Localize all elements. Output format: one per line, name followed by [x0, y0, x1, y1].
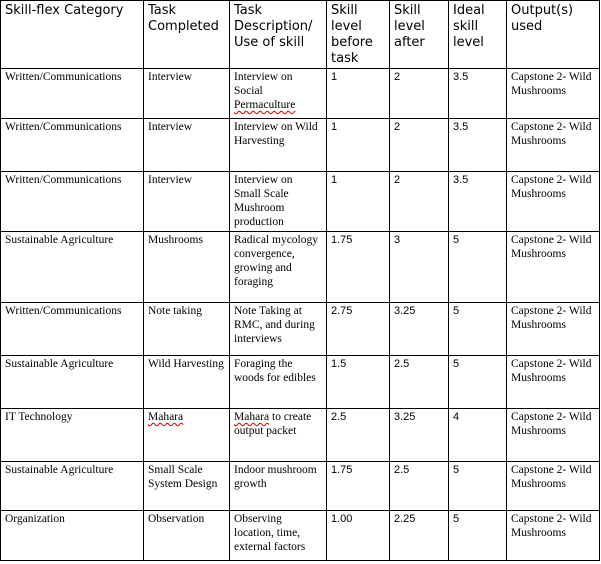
table-row	[1, 511, 600, 561]
cell-ideal-skill: 3.5	[449, 119, 507, 172]
header-description: Task Description/ Use of skill	[230, 1, 327, 69]
cell-task: Note taking	[144, 303, 230, 356]
cell-category: Sustainable Agriculture	[1, 462, 144, 511]
cell-skill-before: 1	[327, 119, 390, 172]
table-row	[1, 462, 600, 511]
cell-description: Indoor mushroom growth	[230, 462, 327, 511]
cell-category: IT Technology	[1, 409, 144, 462]
description-text: Interview on Social	[234, 71, 293, 97]
cell-category: Organization	[1, 511, 144, 561]
table-row	[1, 356, 600, 409]
cell-category: Written/Communications	[1, 119, 144, 172]
header-category: Skill-flex Category	[1, 1, 144, 69]
cell-task: Mushrooms	[144, 232, 230, 303]
table-row	[1, 69, 600, 119]
spellcheck-flagged-word: Mahara	[234, 411, 270, 423]
cell-task: Wild Harvesting	[144, 356, 230, 409]
cell-output: Capstone 2- Wild Mushrooms	[507, 409, 600, 462]
cell-skill-after: 2.5	[390, 462, 449, 511]
table-row	[1, 119, 600, 172]
cell-ideal-skill: 4	[449, 409, 507, 462]
cell-task: Small Scale System Design	[144, 462, 230, 511]
cell-output: Capstone 2- Wild Mushrooms	[507, 69, 600, 119]
cell-skill-after: 3.25	[390, 409, 449, 462]
cell-category: Sustainable Agriculture	[1, 232, 144, 303]
cell-skill-after: 2.25	[390, 511, 449, 561]
cell-output: Capstone 2- Wild Mushrooms	[507, 119, 600, 172]
cell-output: Capstone 2- Wild Mushrooms	[507, 172, 600, 232]
cell-task	[144, 409, 230, 462]
spellcheck-flagged-word: Mahara	[148, 411, 184, 423]
cell-ideal-skill: 5	[449, 356, 507, 409]
cell-skill-before: 1.75	[327, 462, 390, 511]
cell-description: Interview on Wild Harvesting	[230, 119, 327, 172]
cell-task: Interview	[144, 69, 230, 119]
cell-task: Observation	[144, 511, 230, 561]
cell-description	[230, 409, 327, 462]
cell-skill-before: 2.5	[327, 409, 390, 462]
cell-ideal-skill: 3.5	[449, 172, 507, 232]
cell-category: Sustainable Agriculture	[1, 356, 144, 409]
header-row	[1, 1, 600, 69]
cell-output: Capstone 2- Wild Mushrooms	[507, 303, 600, 356]
header-outputs: Output(s) used	[507, 1, 600, 69]
cell-output: Capstone 2- Wild Mushrooms	[507, 232, 600, 303]
table-row	[1, 409, 600, 462]
cell-skill-before: 1.00	[327, 511, 390, 561]
cell-ideal-skill: 3.5	[449, 69, 507, 119]
cell-skill-after: 2	[390, 172, 449, 232]
cell-ideal-skill: 5	[449, 511, 507, 561]
cell-task: Interview	[144, 119, 230, 172]
cell-skill-before: 1.75	[327, 232, 390, 303]
header-ideal-skill: Ideal skill level	[449, 1, 507, 69]
table-row	[1, 232, 600, 303]
cell-output: Capstone 2- Wild Mushrooms	[507, 511, 600, 561]
cell-skill-after: 3.25	[390, 303, 449, 356]
cell-skill-before: 1	[327, 69, 390, 119]
cell-skill-after: 2.5	[390, 356, 449, 409]
cell-ideal-skill: 5	[449, 232, 507, 303]
cell-skill-after: 2	[390, 119, 449, 172]
cell-output: Capstone 2- Wild Mushrooms	[507, 462, 600, 511]
header-skill-before: Skill level before task	[327, 1, 390, 69]
cell-description: Note Taking at RMC, and during interviews	[230, 303, 327, 356]
cell-ideal-skill: 5	[449, 462, 507, 511]
cell-output: Capstone 2- Wild Mushrooms	[507, 356, 600, 409]
header-skill-after: Skill level after	[390, 1, 449, 69]
cell-ideal-skill: 5	[449, 303, 507, 356]
table-row	[1, 303, 600, 356]
cell-skill-before: 2.75	[327, 303, 390, 356]
cell-category: Written/Communications	[1, 69, 144, 119]
spellcheck-flagged-word: Permaculture	[234, 99, 296, 111]
cell-category: Written/Communications	[1, 172, 144, 232]
header-task: Task Completed	[144, 1, 230, 69]
cell-skill-before: 1.5	[327, 356, 390, 409]
cell-description: Foraging the woods for edibles	[230, 356, 327, 409]
cell-description	[230, 69, 327, 119]
cell-skill-before: 1	[327, 172, 390, 232]
cell-skill-after: 3	[390, 232, 449, 303]
cell-task: Interview	[144, 172, 230, 232]
cell-description: Observing location, time, external factors	[230, 511, 327, 561]
cell-description: Radical mycology convergence, growing and foraging	[230, 232, 327, 303]
cell-skill-after: 2	[390, 69, 449, 119]
cell-category: Written/Communications	[1, 303, 144, 356]
cell-description: Interview on Small Scale Mushroom production	[230, 172, 327, 232]
description-text: to create output packet	[234, 411, 312, 437]
table-row	[1, 172, 600, 232]
